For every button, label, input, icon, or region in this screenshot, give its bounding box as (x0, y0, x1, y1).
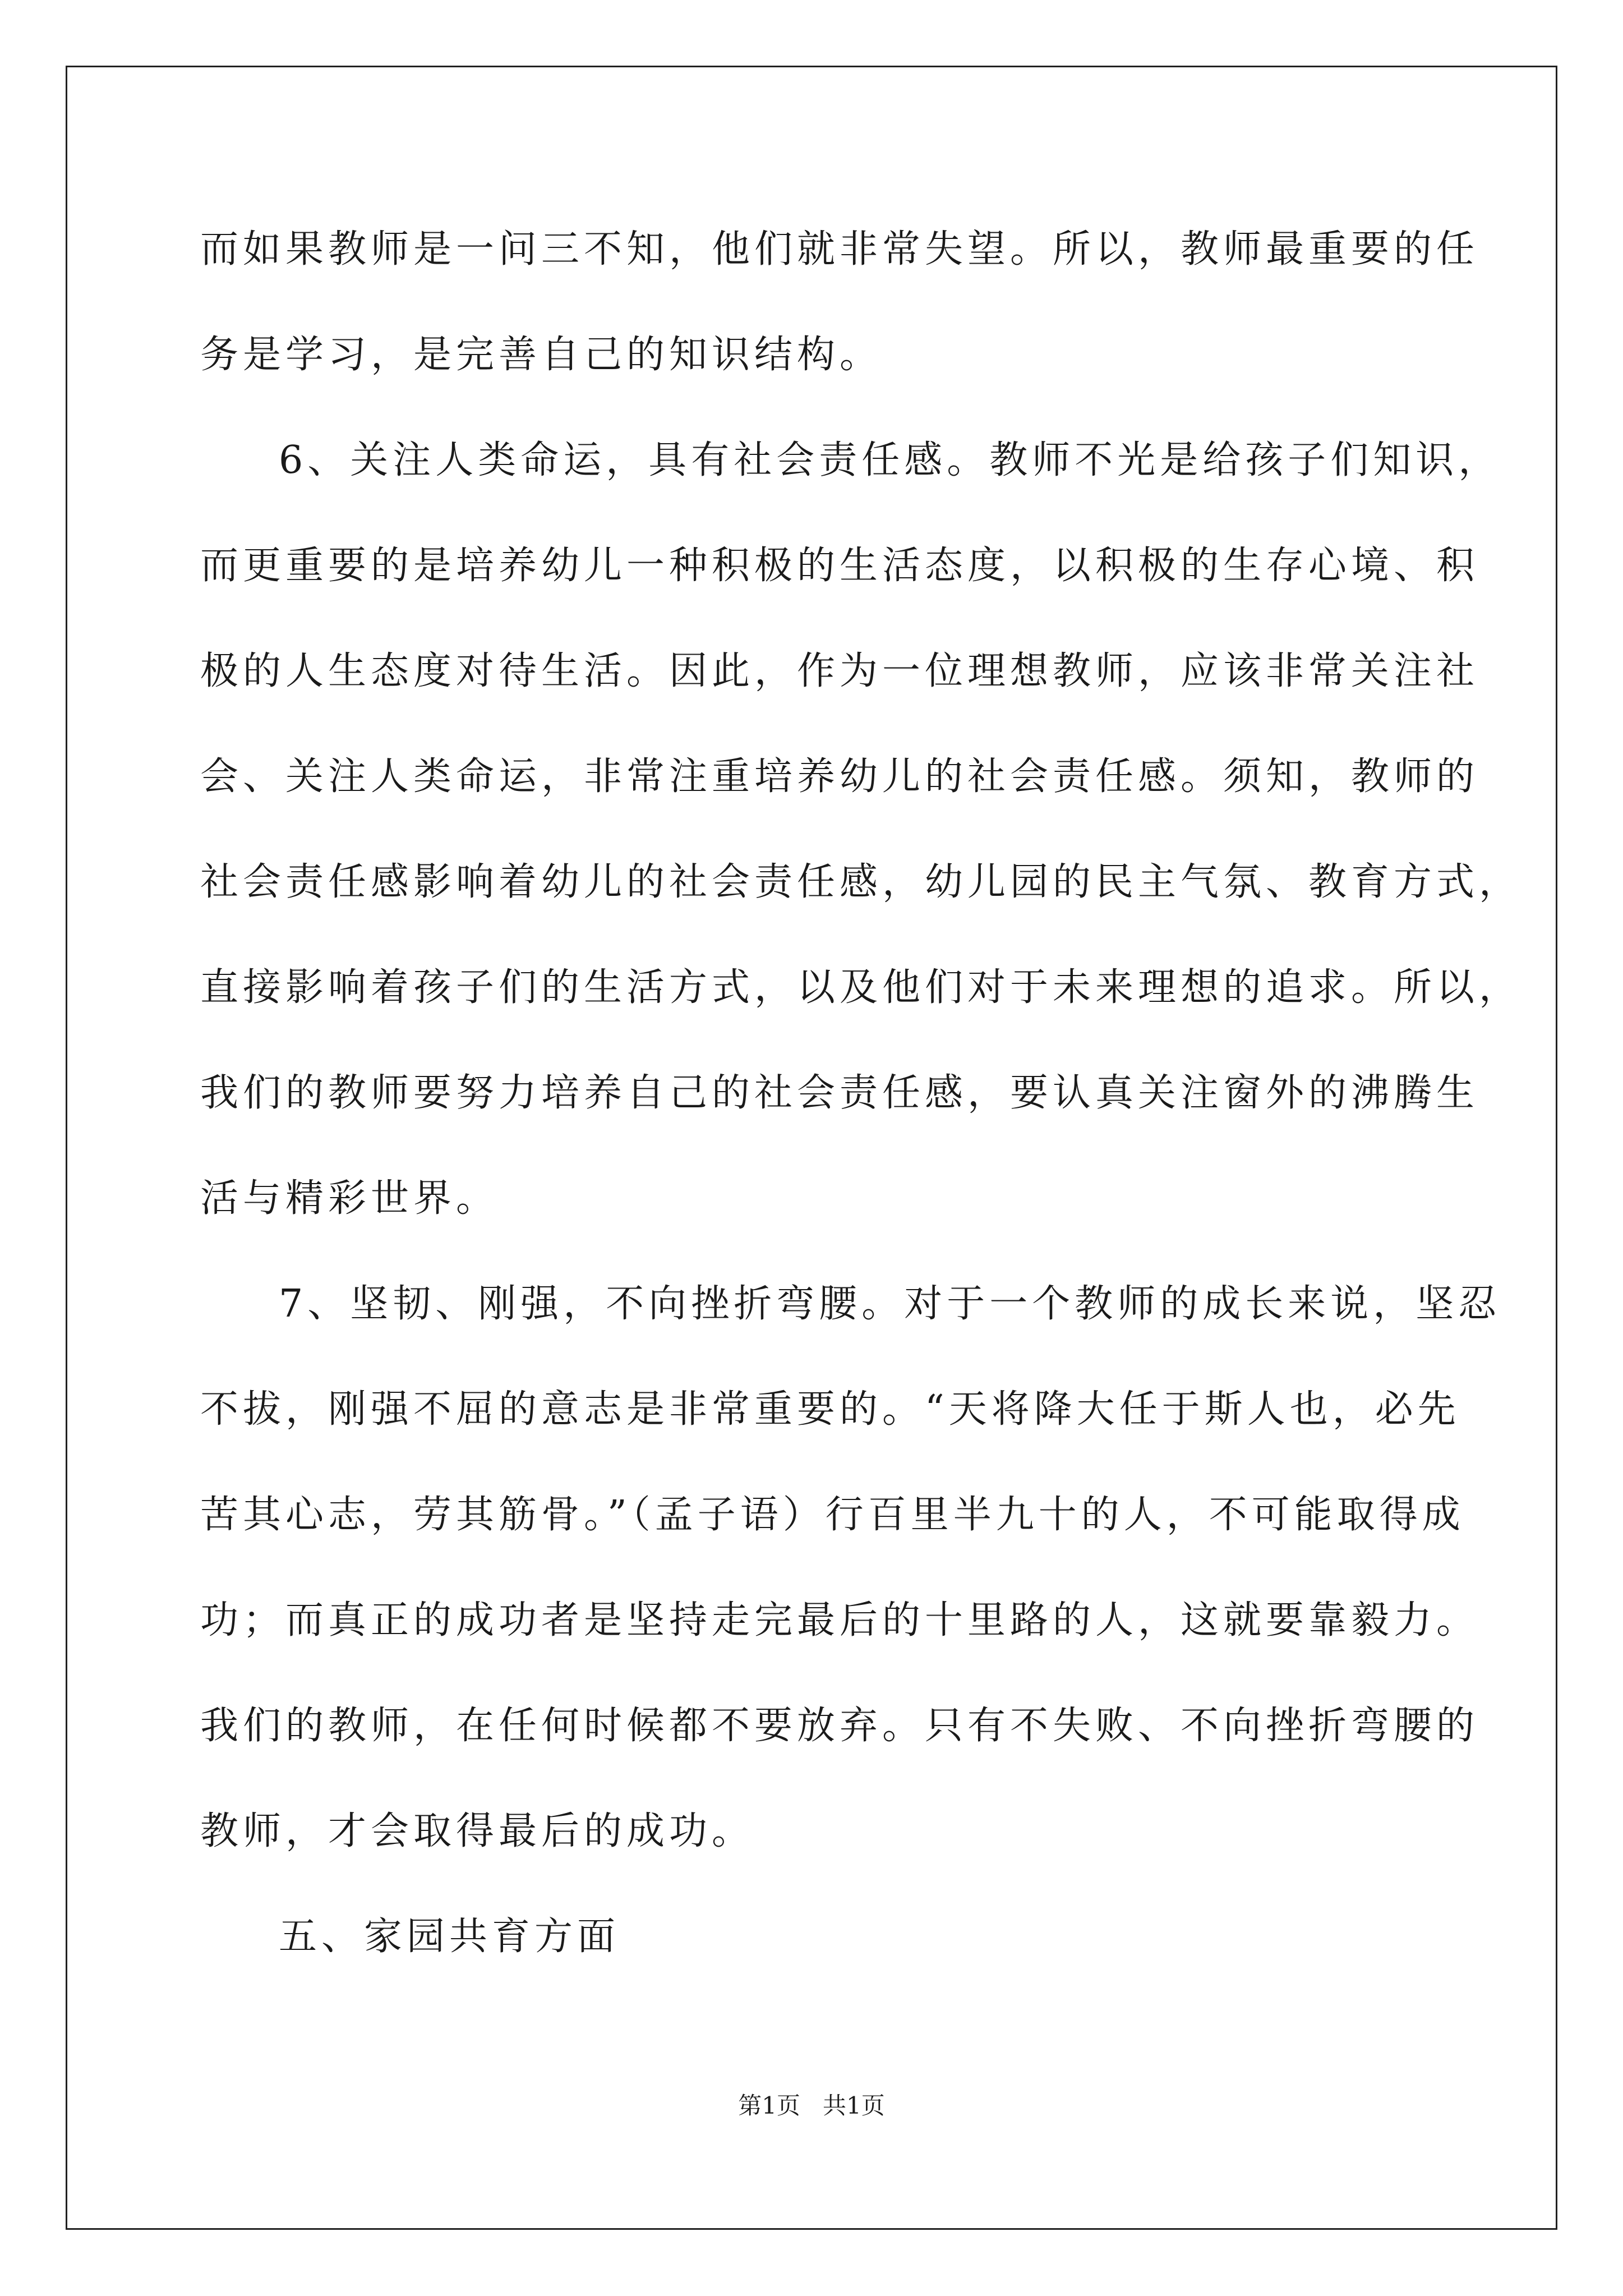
text-line-2: 务是学习，是完善自己的知识结构。 (200, 333, 883, 377)
page-footer: 第1页 共1页 (738, 2092, 885, 2119)
text-line-6: 会、关注人类命运，非常注重培养幼儿的社会责任感。须知，教师的 (200, 754, 1479, 799)
text-line-7: 社会责任感影响着幼儿的社会责任感，幼儿园的民主气氛、教育方式， (200, 860, 1522, 904)
text-line-12: 不拔，刚强不屈的意志是非常重要的。“天将降大任于斯人也，必先 (200, 1387, 1460, 1432)
text-line-13: 苦其心志，劳其筋骨。”（孟子语）行百里半九十的人，不可能取得成 (200, 1493, 1465, 1537)
text-line-10: 活与精彩世界。 (200, 1176, 499, 1221)
page-border (66, 66, 1557, 2230)
text-line-11: 7、坚韧、刚强，不向挫折弯腰。对于一个教师的成长来说，坚忍 (279, 1282, 1501, 1326)
text-line-9: 我们的教师要努力培养自己的社会责任感，要认真关注窗外的沸腾生 (200, 1071, 1479, 1115)
text-line-4: 而更重要的是培养幼儿一种积极的生活态度，以积极的生存心境、积 (200, 544, 1479, 588)
text-line-8: 直接影响着孩子们的生活方式，以及他们对于未来理想的追求。所以， (200, 965, 1522, 1010)
section-heading: 五、家园共育方面 (279, 1915, 620, 1959)
text-line-1: 而如果教师是一问三不知，他们就非常失望。所以，教师最重要的任 (200, 227, 1479, 272)
text-line-14: 功；而真正的成功者是坚持走完最后的十里路的人，这就要靠毅力。 (200, 1598, 1479, 1642)
text-line-5: 极的人生态度对待生活。因此，作为一位理想教师，应该非常关注社 (200, 649, 1479, 693)
text-line-16: 教师，才会取得最后的成功。 (200, 1809, 755, 1853)
text-line-3: 6、关注人类命运，具有社会责任感。教师不光是给孩子们知识， (279, 438, 1501, 482)
text-line-15: 我们的教师，在任何时候都不要放弃。只有不失败、不向挫折弯腰的 (200, 1704, 1479, 1748)
